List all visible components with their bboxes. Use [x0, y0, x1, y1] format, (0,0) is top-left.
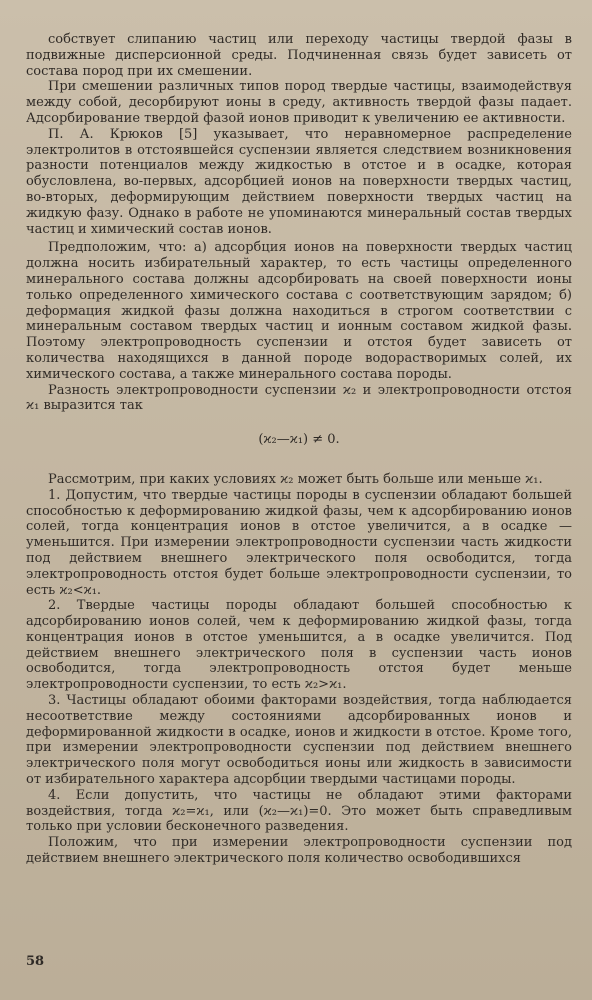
paragraph-6: Рассмотрим, при каких условиях ϰ₂ может быть больше или меньше ϰ₁.: [48, 471, 543, 487]
paragraph-3: П. А. Крюков [5] указывает, что неравномерное распределение электролитов в отстоявшейся суспензии является следствием возникновения разности потенциалов между жидкостью в отстое и в осадке, которая обусловлена, во-первых, адсорбцией ионов на поверхности твердых частиц, во-вторых, деформирующим действием поверхности твердых частиц на жидкую фазу. Однако в работе не упоминаются минеральный состав твердых частиц и химический состав ионов.: [26, 126, 572, 237]
paragraph-5: Разность электропроводности суспензии ϰ₂ и электропроводности отстоя ϰ₁ выразится так: [26, 382, 572, 414]
paragraph-1: собствует слипанию частиц или переходу частицы твердой фазы в подвижные дисперсионной среды. Подчиненная связь будет зависеть от состава пород при их смешении.: [26, 32, 572, 79]
paragraph-10: 4. Если допустить, что частицы не обладают этими факторами воздействия, тогда ϰ₂=ϰ₁, или (ϰ₂—ϰ₁)=0. Это может быть справедливым только при условии бесконечного разведения.: [26, 787, 572, 835]
paragraph-8: 2. Твердые частицы породы обладают большей способностью к адсорбированию ионов солей, чем к деформированию жидкой фазы, тогда концентрация ионов в отстое уменьшится, а в осадке увеличится. Под действием внешнего электрического поля в суспензии часть ионов освободится, тогда электропроводность отстоя будет меньше электропроводности суспензии, то есть ϰ₂>ϰ₁.: [26, 598, 572, 693]
paragraph-9: 3. Частицы обладают обоими факторами воздействия, тогда наблюдается несоответствие между состояниями адсорбированных ионов и деформированной жидкости в осадке, ионов и жидкости в отстое. Кроме того, при измерении электропроводности суспензии под действием внешнего электрического поля могут освободиться ионы или жидкость в зависимости от избирательного характера адсорбции твердыми частицами породы.: [26, 693, 572, 788]
paragraph-7: 1. Допустим, что твердые частицы породы в суспензии обладают большей способностью к деформированию жидкой фазы, чем к адсорбированию ионов солей, тогда концентрация ионов в отстое увеличится, а в осадке — уменьшится. При измерении электропроводности суспензии часть жидкости под действием внешнего электрического поля освободится, тогда электропроводность отстоя будет больше электропроводности суспензии, то есть ϰ₂<ϰ₁.: [26, 487, 572, 598]
formula: (ϰ₂—ϰ₁) ≠ 0.: [258, 432, 340, 448]
paragraph-11: Положим, что при измерении электропроводности суспензии под действием внешнего электрического поля количество освободившихся: [26, 835, 572, 867]
page-number: 58: [26, 954, 45, 970]
paragraph-2: При смешении различных типов пород твердые частицы, взаимодействуя между собой, десорбируют ионы в среду, активность твердой фазы падает. Адсорбирование твердой фазой ионов приводит к увеличению ее активности.: [26, 79, 572, 126]
paragraph-4: Предположим, что: а) адсорбция ионов на поверхности твердых частиц должна носить избирательный характер, то есть частицы определенного минерального состава должны адсорбировать на своей поверхности ионы только определенного химического состава с соответствующим зарядом; б) деформация жидкой фазы должна находиться в строгом соответствии с минеральным составом твердых частиц и ионным составом жидкой фазы. Поэтому электропроводность суспензии и отстоя будет зависеть от количества находящихся в данной породе водорастворимых солей, их химического состава, а также минерального состава породы.: [26, 240, 572, 382]
